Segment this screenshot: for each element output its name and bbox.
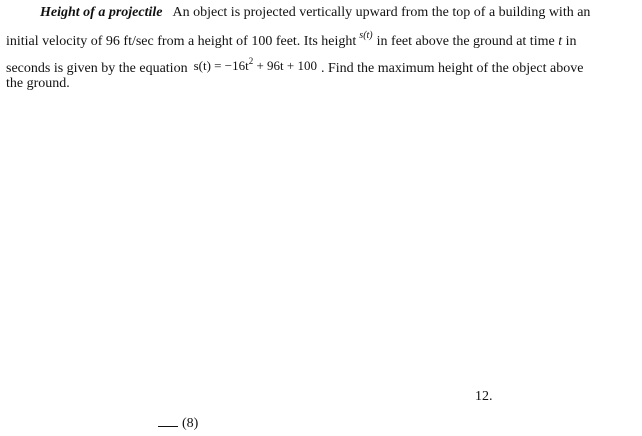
- problem-title: Height of a projectile: [40, 5, 163, 20]
- answer-blank[interactable]: [158, 414, 178, 427]
- problem-number: 12.: [475, 389, 493, 404]
- problem-line-2-text-a: initial velocity of 96 ft/sec from a height of 100 feet. Its height: [6, 34, 357, 49]
- problem-line-2-text-c: in: [565, 34, 577, 49]
- problem-line-3-text-b: . Find the maximum height of the object above: [320, 61, 584, 76]
- problem-line-4-text: the ground.: [6, 76, 70, 91]
- answer-label: (8): [182, 416, 199, 431]
- answer-area: [158, 414, 198, 432]
- equation-right: + 96t + 100: [253, 58, 317, 73]
- height-symbol: s(t): [359, 30, 373, 41]
- problem-line-3: [6, 57, 583, 78]
- problem-line-4: [6, 75, 70, 93]
- problem-line-2-text-b: in feet above the ground at time: [376, 34, 555, 49]
- time-variable: t: [558, 34, 563, 49]
- problem-line-2: [6, 27, 576, 51]
- problem-line-1: [40, 4, 590, 22]
- height-equation: [194, 57, 317, 75]
- equation-exponent: 2: [248, 56, 254, 66]
- problem-line-3-text-a: seconds is given by the equation: [6, 61, 188, 76]
- problem-line-1-text: An object is projected vertically upward from the top of a building with an: [172, 5, 591, 20]
- equation-left: s(t) = −16t: [193, 58, 249, 73]
